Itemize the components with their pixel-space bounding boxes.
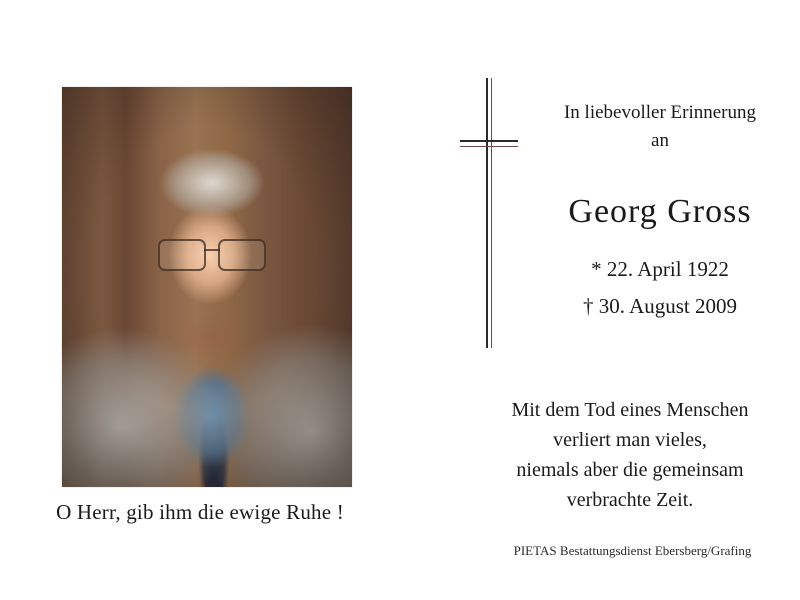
deceased-name: Georg Gross: [568, 193, 752, 231]
verse-line-2: verliert man vieles,: [553, 429, 707, 451]
funeral-home-imprint: PIETAS Bestattungsdienst Ebersberg/Grafing: [513, 543, 752, 558]
portrait-photo: [62, 87, 352, 487]
prayer-text: O Herr, gib ihm die ewige Ruhe !: [56, 500, 344, 524]
cross-icon: [460, 78, 518, 348]
birth-date: * 22. April 1922: [591, 257, 729, 282]
verse-line-1: Mit dem Tod eines Menschen: [511, 399, 749, 421]
portrait-vignette: [62, 87, 352, 487]
verse-block: [465, 395, 795, 515]
memorial-intro-line2: an: [651, 129, 669, 151]
memorial-intro-line1: In liebevoller Erinnerung: [563, 102, 757, 123]
verse-line-4: verbrachte Zeit.: [566, 489, 694, 511]
death-date: † 30. August 2009: [582, 294, 737, 319]
memorial-block: [530, 100, 790, 319]
verse-line-3: niemals aber die gemeinsam: [516, 459, 744, 481]
right-column: [400, 0, 800, 600]
